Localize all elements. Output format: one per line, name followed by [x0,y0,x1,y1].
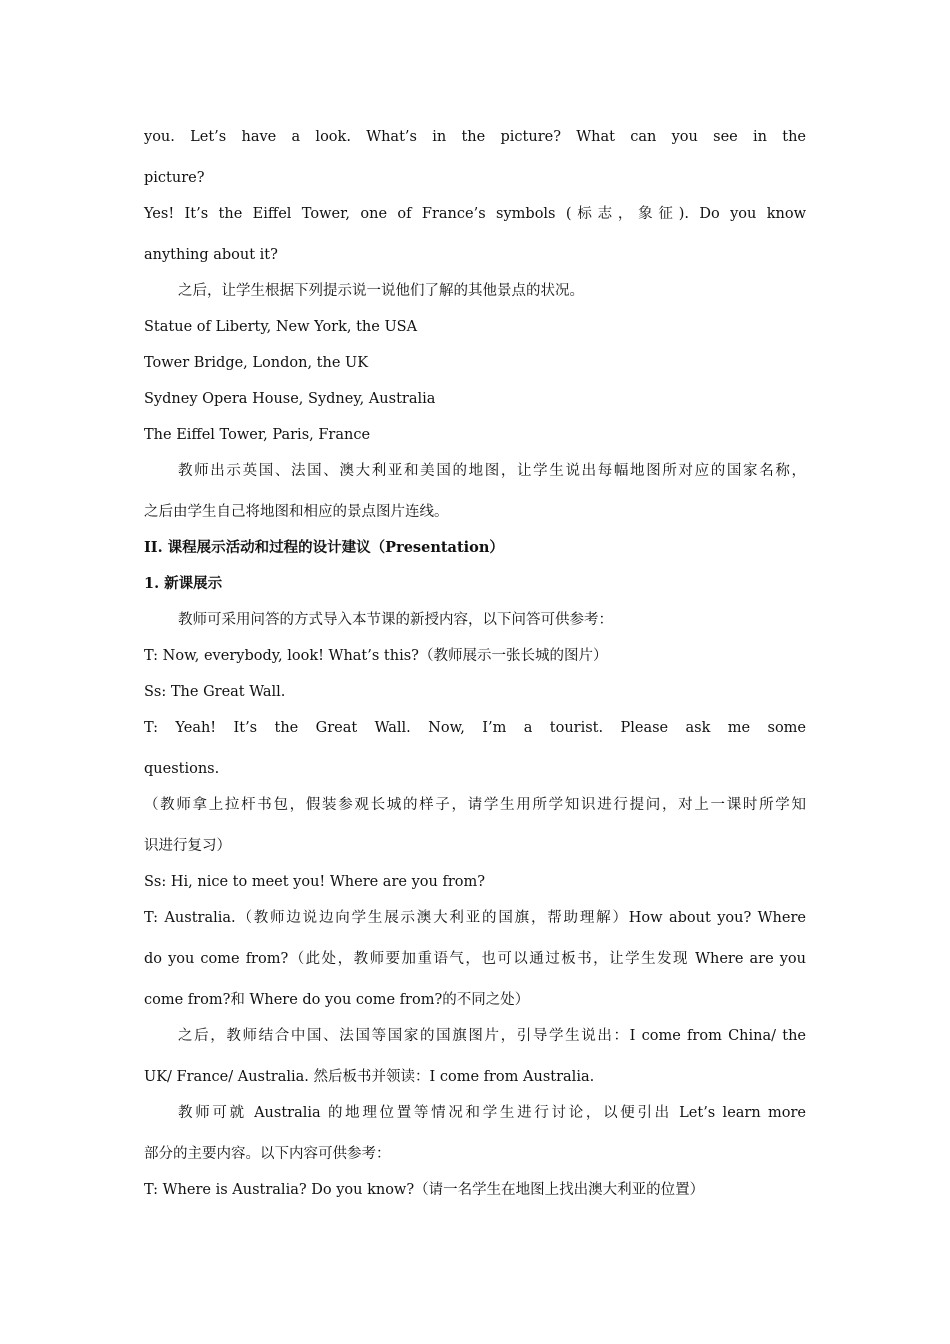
text-line: anything about it? [144,247,278,263]
text-line: Ss: Hi, nice to meet you! Where are you from? [144,874,485,890]
text-line: Ss: The Great Wall. [144,684,286,700]
text-line: T: Australia.（教师边说边向学生展示澳大利亚的国旗，帮助理解）How about you? Where [144,910,806,926]
text-line: （教师拿上拉杆书包，假装参观长城的样子，请学生用所学知识进行提问，对上一课时所学知 [144,797,806,813]
text-line: T: Where is Australia? Do you know?（请一名学生在地图上找出澳大利亚的位置） [144,1182,705,1198]
text-line: T: Yeah! It’s the Great Wall. Now, I’m a tourist. Please ask me some [144,720,806,736]
text-line: 之后，教师结合中国、法国等国家的国旗图片，引导学生说出：I come from China/ the [178,1028,806,1044]
text-line: do you come from?（此处，教师要加重语气，也可以通过板书，让学生发现 Where are you [144,951,806,967]
text-line: Yes! It’s the Eiffel Tower, one of France’s symbols (标志，象征). Do you know [144,206,806,222]
text-line: picture? [144,170,205,186]
text-line: 教师可就 Australia 的地理位置等情况和学生进行讨论，以便引出 Let’s learn more [178,1105,806,1121]
text-line: 之后，让学生根据下列提示说一说他们了解的其他景点的状况。 [178,283,584,299]
text-line: you. Let’s have a look. What’s in the picture? What can you see in the [144,129,806,145]
text-line: come from?和 Where do you come from?的不同之处） [144,992,530,1008]
text-line: Tower Bridge, London, the UK [144,355,369,371]
text-line: UK/ France/ Australia. 然后板书并领读：I come from Australia. [144,1069,595,1085]
text-line: questions. [144,761,220,777]
text-line: 识进行复习） [144,838,231,854]
section-heading: II. 课程展示活动和过程的设计建议（Presentation） [144,539,504,556]
subsection-heading: 1. 新课展示 [144,575,223,592]
text-line: The Eiffel Tower, Paris, France [144,427,371,443]
text-line: 教师出示英国、法国、澳大利亚和美国的地图，让学生说出每幅地图所对应的国家名称， [178,463,806,479]
text-line: 部分的主要内容。以下内容可供参考： [144,1146,391,1162]
text-line: 之后由学生自己将地图和相应的景点图片连线。 [144,504,449,520]
text-line: T: Now, everybody, look! What’s this?（教师展示一张长城的图片） [144,648,608,664]
text-line: Sydney Opera House, Sydney, Australia [144,391,436,407]
text-line: Statue of Liberty, New York, the USA [144,319,418,335]
text-line: 教师可采用问答的方式导入本节课的新授内容，以下问答可供参考： [178,612,613,628]
